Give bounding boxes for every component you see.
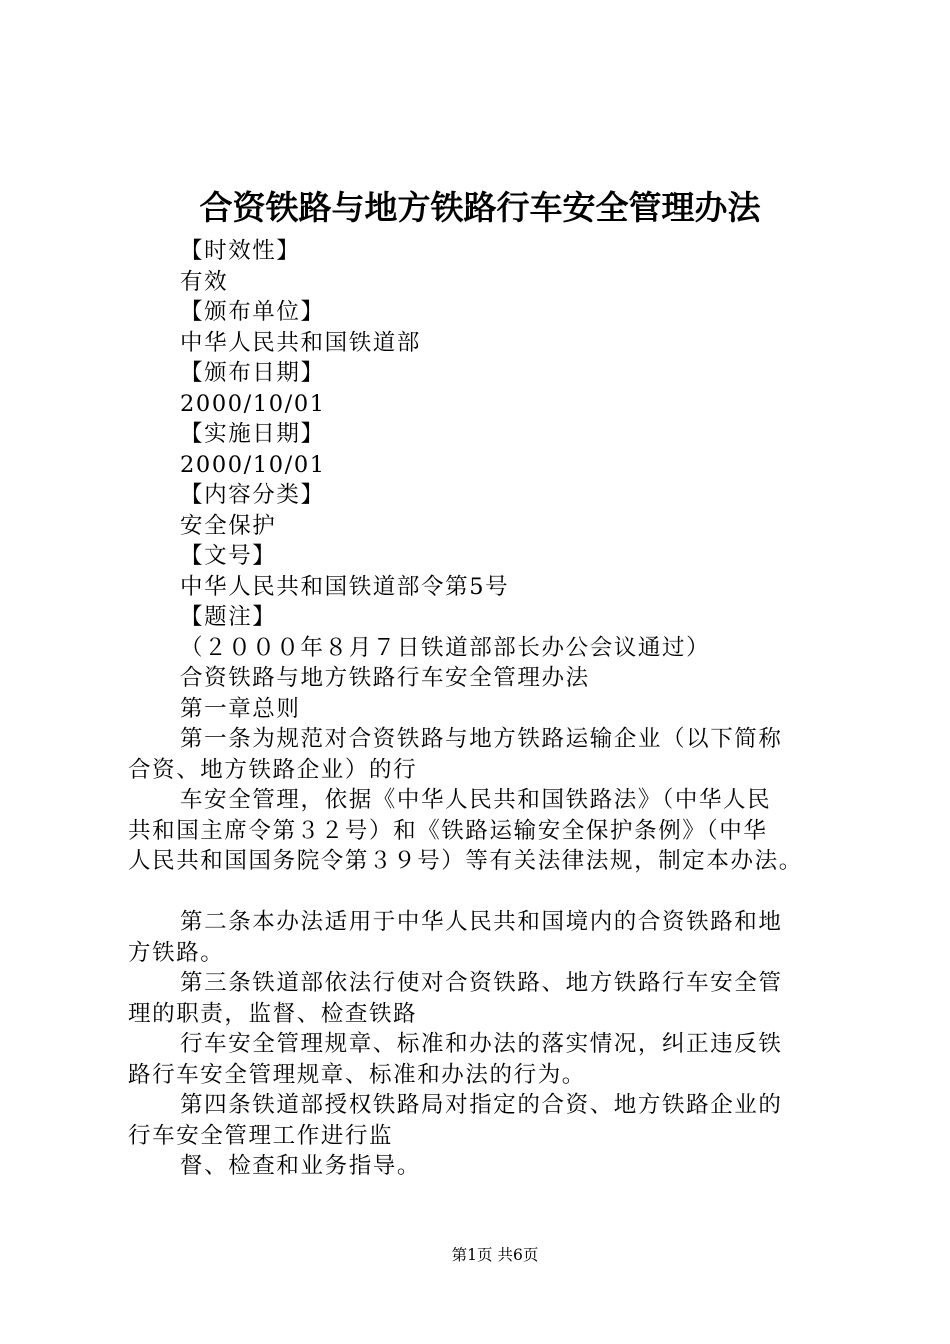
document-title: 合资铁路与地方铁路行车安全管理办法 [199, 188, 761, 227]
article-1-line-2: 合资、地方铁路企业）的行 [128, 756, 418, 783]
article-3-line-1: 第三条铁道部依法行使对合资铁路、地方铁路行车安全管 [180, 970, 783, 996]
field-value-issuer: 中华人民共和国铁道部 [180, 329, 422, 356]
article-1-cont-line-2: 共和国主席令第３２号）和《铁路运输安全保护条例》（中华 [128, 817, 768, 844]
field-value-doc-number: 中华人民共和国铁道部令第5号 [180, 573, 510, 600]
article-4-line-2: 行车安全管理工作进行监 [128, 1122, 394, 1149]
document-subtitle: 合资铁路与地方铁路行车安全管理办法 [180, 665, 590, 691]
field-value-validity: 有效 [180, 268, 229, 295]
field-label-category: 【内容分类】 [180, 482, 325, 508]
article-3-line-2: 理的职责，监督、检查铁路 [128, 1000, 418, 1027]
field-value-note: （２０００年８月７日铁道部部长办公会议通过） [180, 634, 711, 661]
field-label-validity: 【时效性】 [180, 238, 301, 264]
field-label-note: 【题注】 [180, 604, 277, 630]
article-3-cont-line-1: 行车安全管理规章、标准和办法的落实情况，纠正违反铁 [180, 1031, 783, 1057]
article-2-line-1: 第二条本办法适用于中华人民共和国境内的合资铁路和地 [180, 909, 783, 935]
article-1-cont-line-1: 车安全管理，依据《中华人民共和国铁路法》（中华人民 [180, 787, 772, 813]
field-value-effective-date: 2000/10/01 [180, 451, 326, 478]
document-body [128, 236, 848, 1182]
page-number-footer: 第1页 共6页 [451, 1246, 539, 1264]
article-1-line-1: 第一条为规范对合资铁路与地方铁路运输企业（以下简称 [180, 726, 783, 752]
field-label-effective-date: 【实施日期】 [180, 421, 325, 447]
field-label-issuer: 【颁布单位】 [180, 299, 325, 325]
paragraph-gap [128, 877, 848, 908]
article-3-cont-line-2: 路行车安全管理规章、标准和办法的行为。 [128, 1061, 586, 1088]
field-value-issue-date: 2000/10/01 [180, 390, 326, 417]
field-label-issue-date: 【颁布日期】 [180, 360, 325, 386]
article-4-line-1: 第四条铁道部授权铁路局对指定的合资、地方铁路企业的 [180, 1092, 783, 1118]
article-2-line-2: 方铁路。 [128, 939, 225, 966]
article-1-cont-line-3: 人民共和国国务院令第３９号）等有关法律法规，制定本办法。 [128, 848, 803, 874]
field-value-category: 安全保护 [180, 512, 277, 539]
article-4-cont-line-1: 督、检查和业务指导。 [180, 1153, 422, 1179]
chapter-heading: 第一章总则 [180, 695, 301, 722]
field-label-doc-number: 【文号】 [180, 543, 277, 569]
